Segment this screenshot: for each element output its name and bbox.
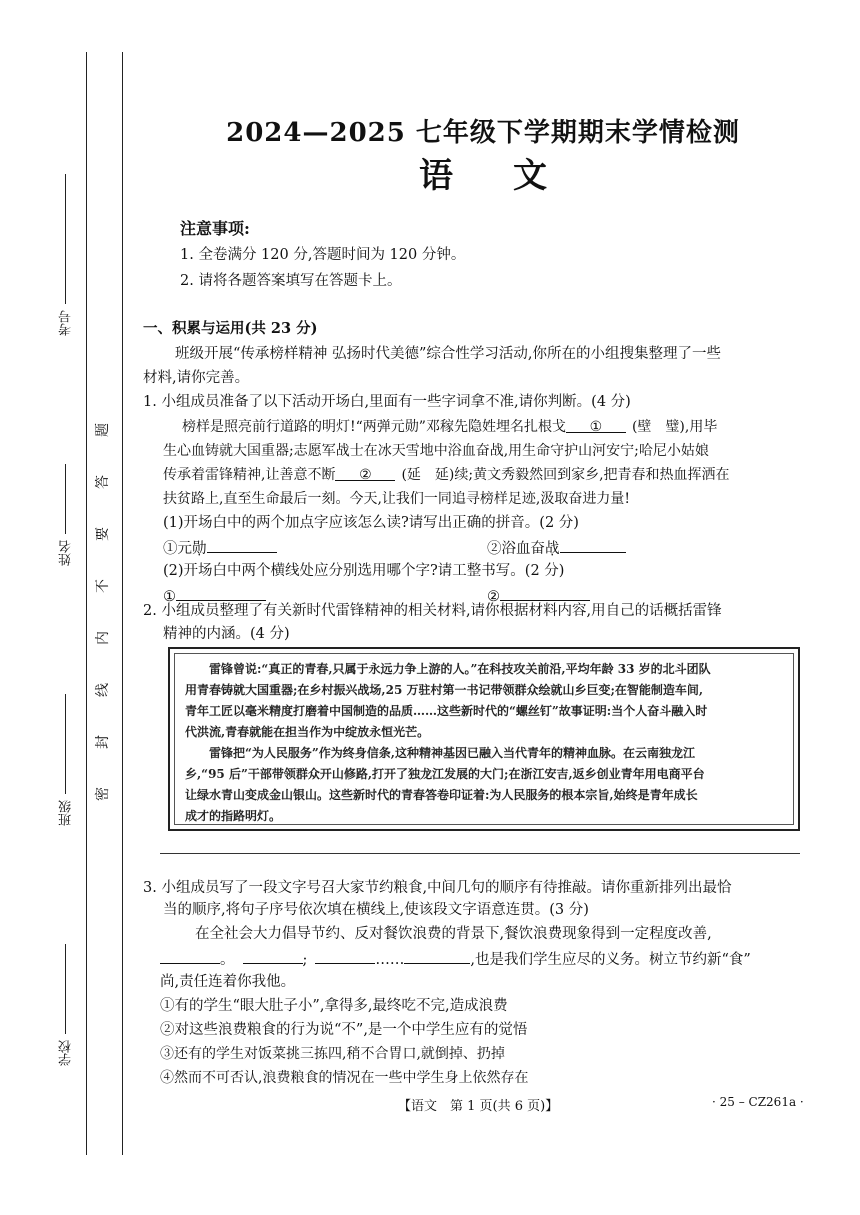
q1-sub1-a-answer[interactable] — [207, 536, 277, 553]
q1-stem: 1. 小组成员准备了以下活动开场白,里面有一些字词拿不准,请你判断。(4 分) — [143, 394, 631, 410]
section-intro-line1: 班级开展“传承榜样精神 弘扬时代美德”综合性学习活动,你所在的小组搜集整理了一些 — [175, 346, 722, 362]
seal-char-7: 封 — [95, 735, 111, 749]
paper-code: · 25 – CZ261a · — [712, 1095, 804, 1109]
field-school[interactable]: 学校 — [57, 940, 73, 1066]
q2-material-box — [168, 647, 800, 831]
q1-blank-1[interactable]: ① — [566, 416, 626, 433]
q1-passage-line2: 生心血铸就大国重器;志愿军战士在冰天雪地中浴血奋战,用生命守护山河安宁;哈尼小姑娘 — [163, 443, 709, 459]
q3-blank-1[interactable] — [160, 947, 220, 964]
seal-char-2: 答 — [95, 475, 111, 489]
q2-stem-line1: 2. 小组成员整理了有关新时代雷锋精神的相关材料,请你根据材料内容,用自己的话概括雷锋 — [143, 603, 722, 619]
q2-material-box-inner — [174, 653, 794, 825]
q3-blank-4[interactable] — [404, 947, 470, 964]
q1-sub1-b: ②浴血奋战 — [487, 536, 626, 560]
field-class[interactable]: 班级 — [57, 690, 73, 826]
notice-item-2: 2. 请将各题答案填写在答题卡上。 — [180, 273, 402, 289]
q3-option-2: ②对这些浪费粮食的行为说“不”,是一个中学生应有的觉悟 — [160, 1022, 528, 1038]
q2-material-line-7: 让绿水青山变成金山银山。这些新时代的青春答卷印证着:为人民服务的根本宗旨,始终是青年成长 — [185, 788, 698, 802]
q2-material-line-2: 用青春铸就大国重器;在乡村振兴战场,25 万驻村第一书记带领群众绘就山乡巨变;在智能制造车间, — [185, 683, 704, 697]
field-exam-number[interactable]: 考号 — [57, 170, 73, 336]
q2-material-line-6: 乡,“95 后”干部带领群众开山修路,打开了独龙江发展的大门;在浙江安吉,返乡创业青年用电商平台 — [185, 767, 705, 781]
q1-passage-line3: 传承着雷锋精神,让善意不断 ② (延 延)续;黄文秀毅然回到家乡,把青春和热血挥洒在 — [163, 464, 730, 486]
q1-sub2-b: ② — [487, 584, 590, 608]
q2-material-line-8: 成才的指路明灯。 — [185, 809, 282, 823]
q1-sub2-a: ① — [163, 584, 266, 608]
q1-passage-line4: 扶贫路上,直至生命最后一刻。今天,让我们一同追寻榜样足迹,汲取奋进力量! — [163, 491, 630, 507]
q1-passage-line1: 榜样是照亮前行道路的明灯!“两弹元勋”邓稼先隐姓埋名扎根戈 ① (壁 璧),用毕 — [182, 416, 717, 438]
q3-stem-line2: 当的顺序,将句子序号依次填在横线上,使该段文字语意连贯。(3 分) — [163, 902, 589, 918]
q1-sub2-b-answer[interactable] — [500, 584, 590, 601]
q1-sub2-a-answer[interactable] — [176, 584, 266, 601]
seal-char-3: 要 — [95, 527, 111, 541]
q3-blank-3[interactable] — [315, 947, 375, 964]
q1-blank-2[interactable]: ② — [335, 464, 395, 481]
q3-stem-line1: 3. 小组成员写了一段文字号召大家节约粮食,中间几句的顺序有待推敲。请你重新排列出最恰 — [143, 880, 732, 896]
q2-material-line-5: 雷锋把“为人民服务”作为终身信条,这种精神基因已融入当代青年的精神血脉。在云南独龙江 — [185, 746, 695, 760]
binding-line-outer — [86, 52, 87, 1155]
page-footer: 【语文 第 1 页(共 6 页)】 — [398, 1099, 559, 1114]
subject-title: 语文 — [419, 156, 607, 196]
q1-sub2: (2)开场白中两个横线处应分别选用哪个字?请工整书写。(2 分) — [163, 563, 565, 579]
q1-sub1: (1)开场白中的两个加点字应该怎么读?请写出正确的拼音。(2 分) — [163, 515, 579, 531]
seal-char-5: 内 — [95, 631, 111, 645]
seal-char-8: 密 — [95, 787, 111, 801]
notice-item-1: 1. 全卷满分 120 分,答题时间为 120 分钟。 — [180, 247, 466, 263]
field-name[interactable]: 姓名 — [57, 460, 73, 566]
q3-blank-2[interactable] — [243, 947, 303, 964]
q3-paragraph-line3: 尚,责任连着你我他。 — [160, 974, 296, 990]
q2-stem-line2: 精神的内涵。(4 分) — [163, 626, 290, 642]
q3-option-3: ③还有的学生对饭菜挑三拣四,稍不合胃口,就倒掉、扔掉 — [160, 1046, 505, 1062]
section-heading: 一、积累与运用(共 23 分) — [143, 320, 318, 337]
q1-sub1-b-answer[interactable] — [560, 536, 626, 553]
binding-line-inner — [122, 52, 123, 1155]
q2-material-line-3: 青年工匠以毫米精度打磨着中国制造的品质……这些新时代的“螺丝钉”故事证明:当个人奋斗融入时 — [185, 704, 708, 718]
q3-paragraph-line2: 。 ; …… ,也是我们学生应尽的义务。树立节约新“食” — [160, 947, 751, 971]
q2-material-line-1: 雷锋曾说:“真正的青春,只属于永远力争上游的人。”在科技攻关前沿,平均年龄 33 岁的北斗团队 — [185, 662, 711, 676]
q2-material-line-4: 代洪流,青春就能在担当作为中绽放永恒光芒。 — [185, 725, 430, 739]
q3-option-4: ④然而不可否认,浪费粮食的情况在一些中学生身上依然存在 — [160, 1070, 529, 1086]
seal-char-6: 线 — [95, 683, 111, 697]
section-intro-line2: 材料,请你完善。 — [143, 370, 250, 386]
exam-title: 2024—2025 七年级下学期期末学情检测 — [226, 118, 740, 148]
q3-option-1: ①有的学生“眼大肚子小”,拿得多,最终吃不完,造成浪费 — [160, 998, 508, 1014]
q1-sub1-a: ①元勋 — [163, 536, 277, 560]
q2-answer-line-1[interactable] — [160, 853, 800, 854]
seal-char-1: 题 — [95, 423, 111, 437]
notice-heading: 注意事项: — [180, 219, 250, 238]
q3-paragraph-line1: 在全社会大力倡导节约、反对餐饮浪费的背景下,餐饮浪费现象得到一定程度改善, — [195, 926, 712, 942]
seal-char-4: 不 — [95, 579, 111, 593]
